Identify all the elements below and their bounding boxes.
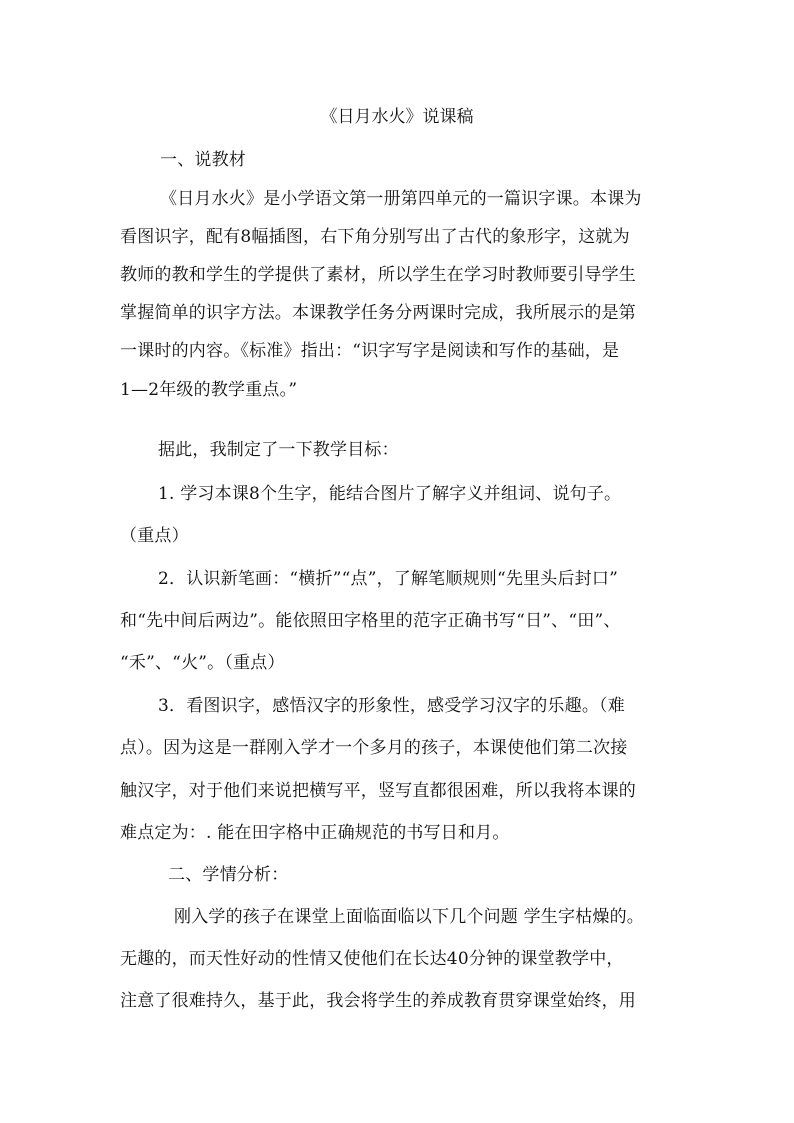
paragraph-line: 看图识字，配有8幅插图，右下角分别写出了古代的象形字，这就为: [120, 227, 630, 247]
paragraph-line: 1—2年级的教学重点。”: [120, 380, 298, 400]
paragraph-line: 和“先中间后两边”。能依照田字格里的范字正确书写“日”、“田”、: [120, 611, 621, 631]
list-item-goal-1-note: （重点）: [120, 526, 189, 546]
paragraph-line: 点）。因为这是一群刚入学才一个多月的孩子，本课使他们第二次接: [120, 738, 628, 758]
paragraph-line: 一课时的内容。《标准》指出：“识字写字是阅读和写作的基础，是: [120, 341, 620, 361]
paragraph-line: 掌握简单的识字方法。本课教学任务分两课时完成，我所展示的是第: [120, 303, 636, 323]
section-heading-textbook: 一、说教材: [160, 150, 246, 170]
paragraph-line: 难点定为：. 能在田字格中正确规范的书写日和月。: [120, 823, 510, 843]
paragraph-line: 刚入学的孩子在课堂上面临面临以下几个问题 学生字枯燥的。: [174, 907, 645, 927]
list-item-goal-1: 1. 学习本课8个生字，能结合图片了解字义并组词、说句子。: [158, 484, 622, 504]
paragraph-line: 《日月水火》是小学语文第一册第四单元的一篇识字课。本课为: [160, 189, 642, 209]
paragraph-line: 注意了很难持久，基于此，我会将学生的养成教育贯穿课堂始终，用: [120, 991, 636, 1011]
paragraph-line: “禾”、“火”。（重点）: [120, 653, 285, 673]
document-title: 《日月水火》说课稿: [320, 107, 474, 127]
paragraph-line: 据此，我制定了一下教学目标：: [158, 440, 399, 460]
paragraph-line: 无趣的，而天性好动的性情又使他们在长达40分钟的课堂教学中，: [120, 949, 624, 969]
paragraph-line: 触汉字，对于他们来说把横写平，竖写直都很困难，所以我将本课的: [120, 781, 636, 801]
list-item-goal-2: 2．认识新笔画：“横折”“点”，了解笔顺规则“先里头后封口”: [158, 569, 618, 589]
paragraph-line: 教师的教和学生的学提供了素材，所以学生在学习时教师要引导学生: [120, 265, 636, 285]
section-heading-students: 二、学情分析：: [168, 865, 289, 885]
list-item-goal-3: 3．看图识字，感悟汉字的形象性，感受学习汉字的乐趣。（难: [158, 696, 625, 716]
